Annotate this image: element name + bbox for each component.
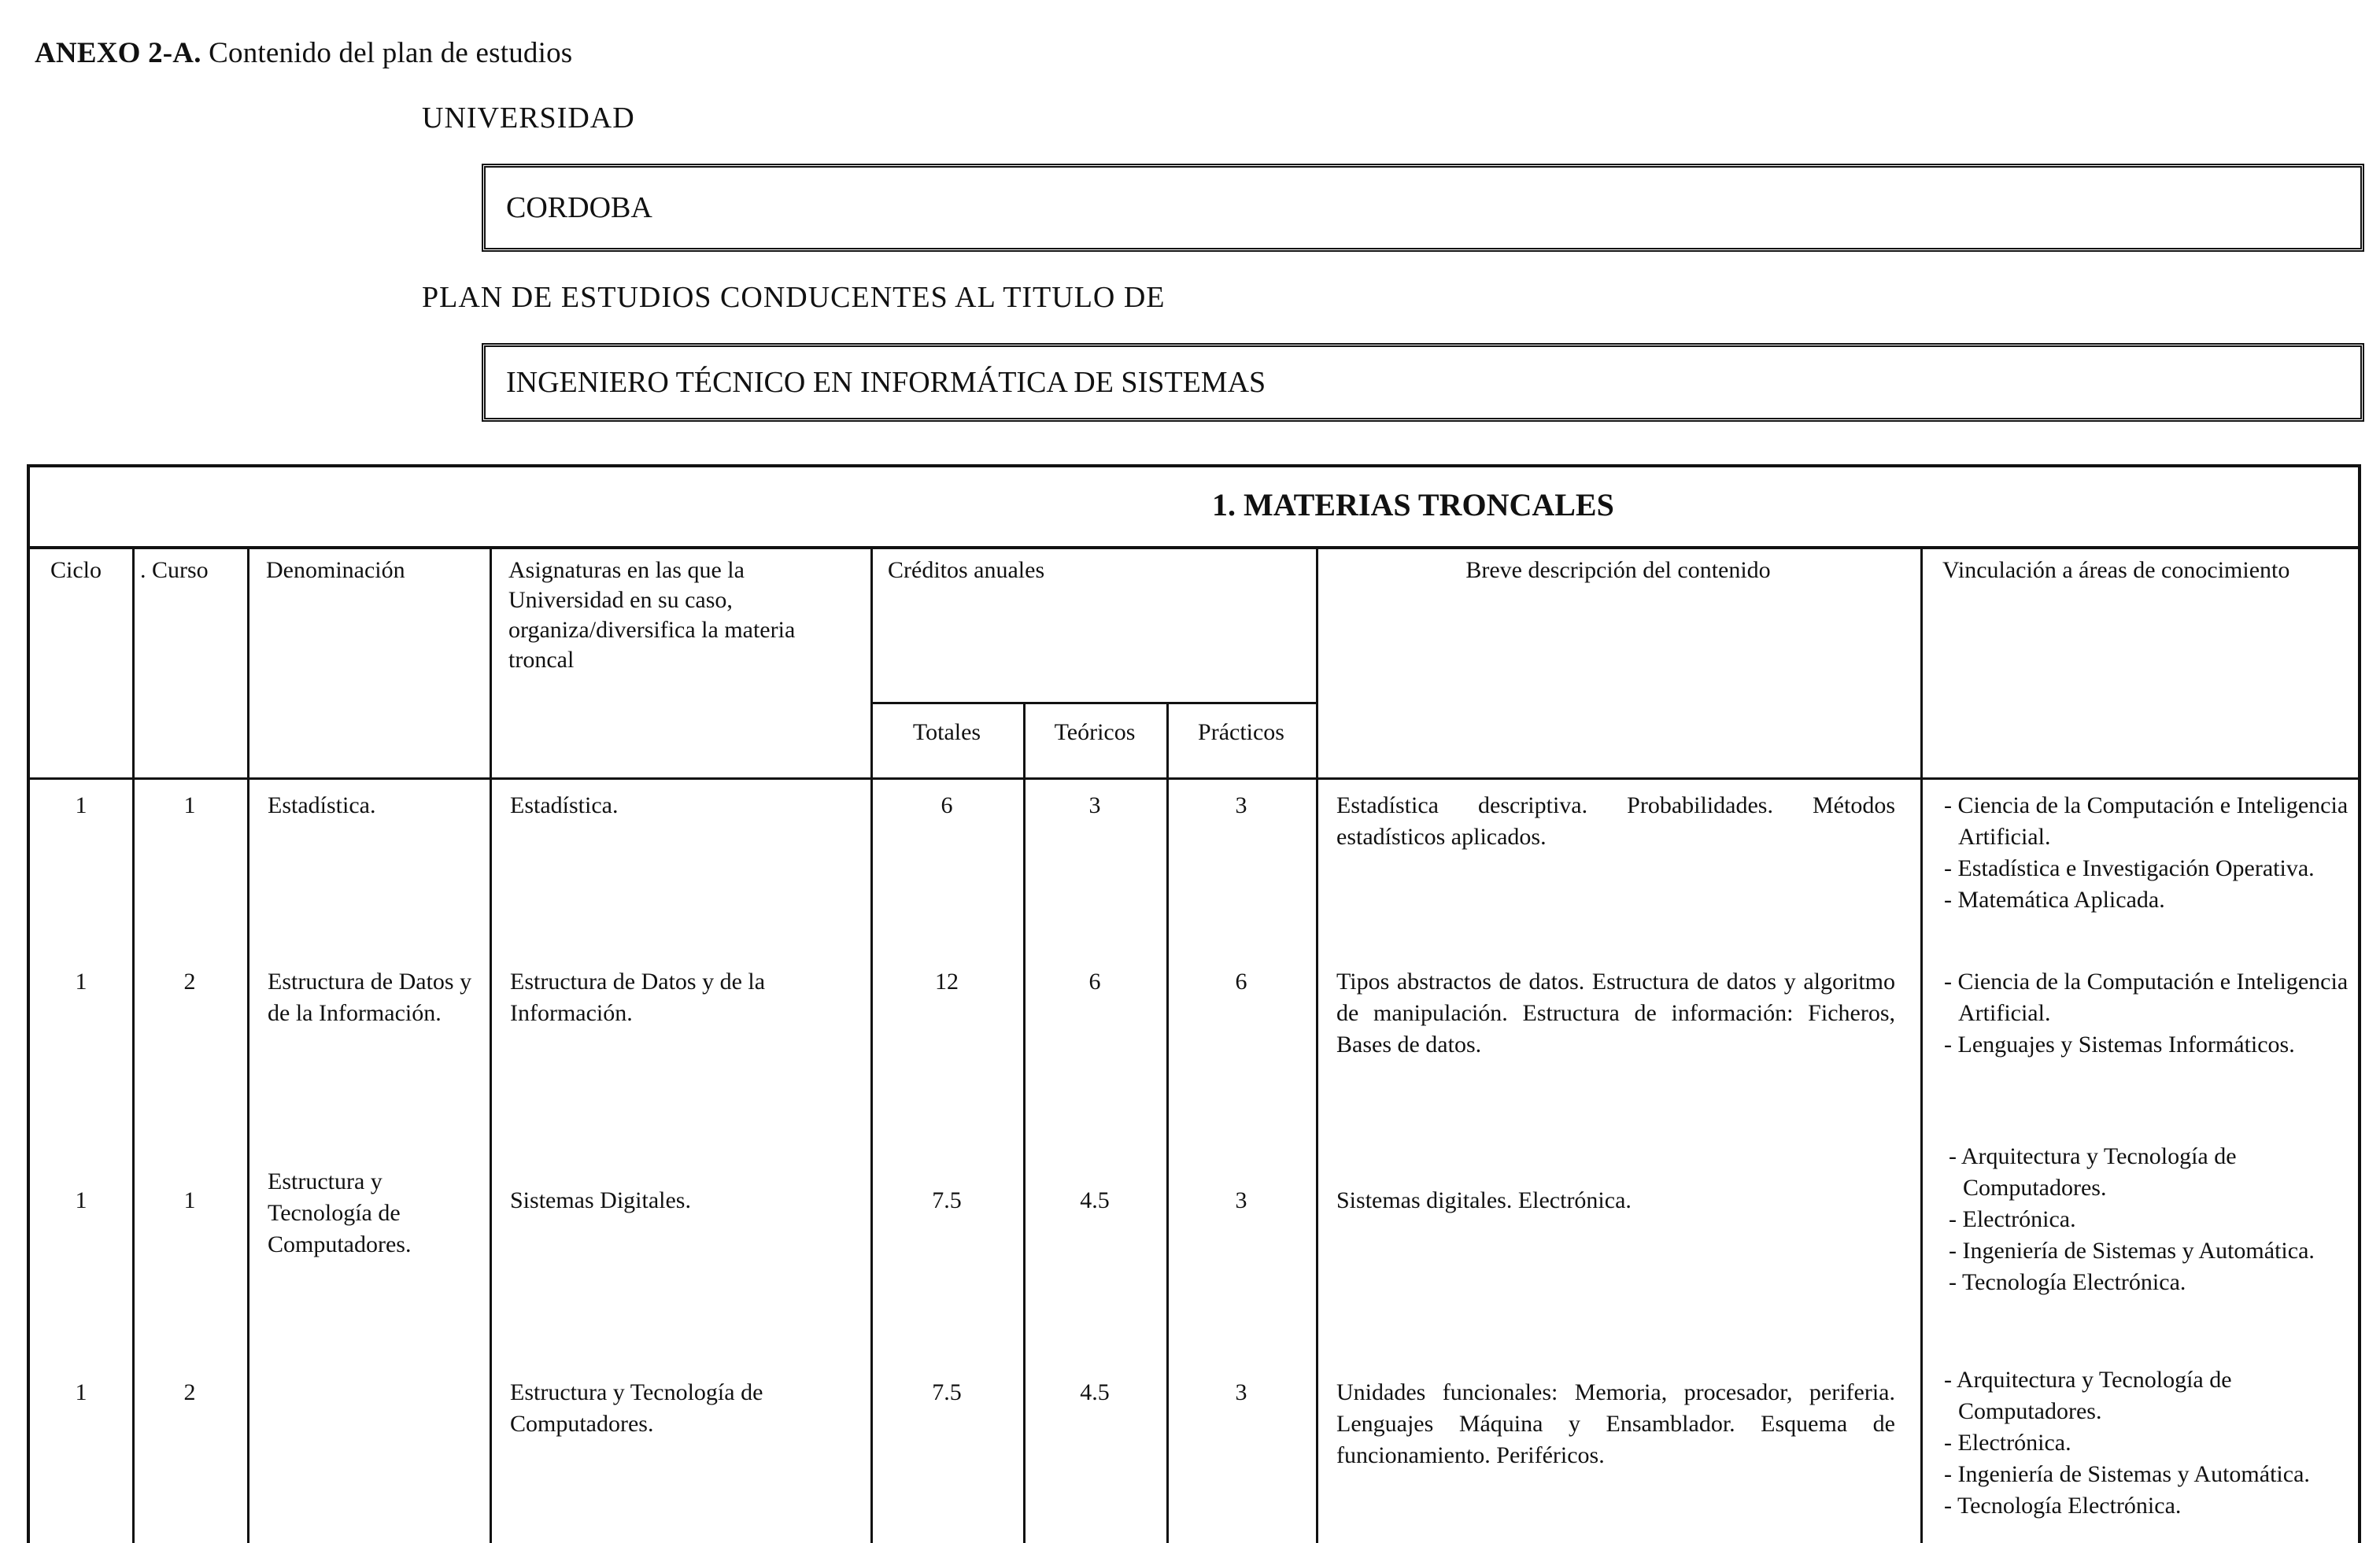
list-item: - Matemática Aplicada. (1944, 884, 2369, 916)
row2-descripcion: Tipos abstractos de datos. Estructura de datos y algoritmo de manipulación. Estructura de información: Ficheros, Bases de datos. (1336, 969, 1895, 1058)
header-ciclo: Ciclo (50, 557, 102, 583)
row3-asignatura: Sistemas Digitales. (510, 1187, 691, 1213)
row3-curso: 1 (183, 1187, 196, 1213)
header-totales: Totales (912, 719, 981, 745)
row1-asignatura: Estadística. (510, 792, 619, 818)
col-divider (1023, 703, 1026, 1543)
table-title-row (30, 467, 2358, 549)
row4-practicos: 3 (1235, 1379, 1247, 1405)
row2-ciclo: 1 (75, 969, 87, 995)
row3-denominacion: Estructura y Tecnología de Computadores. (268, 1168, 412, 1257)
credits-subheader-line (870, 702, 1316, 704)
list-item: - Arquitectura y Tecnología de Computadores. (1949, 1141, 2374, 1204)
row1-ciclo: 1 (75, 792, 87, 818)
degree-box (482, 343, 2364, 422)
row2-asignatura: Estructura de Datos y de la Información. (510, 969, 766, 1026)
row2-denominacion: Estructura de Datos y de la Información. (268, 969, 472, 1026)
list-item: - Electrónica. (1949, 1204, 2374, 1235)
header-teoricos: Teóricos (1054, 719, 1136, 745)
row2-practicos: 6 (1235, 969, 1247, 995)
row4-ciclo: 1 (75, 1379, 87, 1405)
row3-descripcion: Sistemas digitales. Electrónica. (1336, 1187, 1632, 1213)
header-creditos: Créditos anuales (888, 557, 1045, 583)
list-item: - Ciencia de la Computación e Inteligencia Artificial. (1944, 790, 2369, 853)
table-title: 1. MATERIAS TRONCALES (1212, 487, 1614, 522)
row1-totales: 6 (941, 792, 953, 818)
row2-totales: 12 (935, 969, 959, 995)
row4-curso: 2 (183, 1379, 196, 1405)
header-practicos: Prácticos (1198, 719, 1284, 745)
col-divider (1920, 546, 1923, 1543)
row1-areas (1944, 790, 2369, 916)
row4-teoricos: 4.5 (1080, 1379, 1110, 1405)
row3-teoricos: 4.5 (1080, 1187, 1110, 1213)
university-label: UNIVERSIDAD (422, 102, 635, 135)
row2-curso: 2 (183, 969, 196, 995)
row4-asignatura: Estructura y Tecnología de Computadores. (510, 1379, 763, 1437)
row1-descripcion: Estadística descriptiva. Probabilidades. Métodos estadísticos aplicados. (1336, 792, 1895, 850)
list-item: - Ingeniería de Sistemas y Automática. (1949, 1235, 2374, 1267)
row1-practicos: 3 (1235, 792, 1247, 818)
header-vinculacion: Vinculación a áreas de conocimiento (1942, 557, 2290, 583)
row1-teoricos: 3 (1088, 792, 1101, 818)
col-divider (247, 546, 249, 1543)
row3-practicos: 3 (1235, 1187, 1247, 1213)
row3-areas (1949, 1141, 2374, 1298)
row1-denominacion: Estadística. (268, 792, 376, 818)
header-descripcion: Breve descripción del contenido (1465, 557, 1771, 583)
plan-label: PLAN DE ESTUDIOS CONDUCENTES AL TITULO DE (422, 281, 1166, 314)
row4-areas (1944, 1364, 2377, 1522)
list-item: - Ciencia de la Computación e Inteligencia Artificial. (1944, 966, 2369, 1029)
list-item: - Tecnología Electrónica. (1949, 1267, 2374, 1298)
annex-title: Contenido del plan de estudios (201, 37, 573, 69)
list-item: - Lenguajes y Sistemas Informáticos. (1944, 1029, 2369, 1061)
row3-totales: 7.5 (932, 1187, 962, 1213)
row2-areas (1944, 966, 2369, 1061)
header-bottom-line (30, 777, 2358, 780)
header-curso: . Curso (140, 557, 209, 583)
col-divider (1166, 703, 1169, 1543)
row4-descripcion: Unidades funcionales: Memoria, procesador, periferia. Lenguajes Máquina y Ensamblador. Esquema de funcionamiento. Periféricos. (1336, 1379, 1895, 1468)
list-item: - Electrónica. (1944, 1427, 2377, 1459)
row3-ciclo: 1 (75, 1187, 87, 1213)
header-denominacion: Denominación (266, 557, 405, 583)
list-item: - Ingeniería de Sistemas y Automática. (1944, 1459, 2377, 1490)
annex-code: ANEXO 2-A. (35, 37, 201, 69)
list-item: - Arquitectura y Tecnología de Computadores. (1944, 1364, 2377, 1427)
university-box (482, 164, 2364, 252)
col-divider (490, 546, 492, 1543)
list-item: - Estadística e Investigación Operativa. (1944, 853, 2369, 884)
header-asignaturas: Asignaturas en las que la Universidad en su caso, organiza/diversifica la materia troncal (508, 557, 796, 673)
row4-totales: 7.5 (932, 1379, 962, 1405)
degree-value: INGENIERO TÉCNICO EN INFORMÁTICA DE SISTEMAS (506, 366, 1266, 399)
university-value: CORDOBA (506, 191, 652, 224)
row1-curso: 1 (183, 792, 196, 818)
row2-teoricos: 6 (1088, 969, 1101, 995)
col-divider (1316, 546, 1318, 1543)
list-item: - Tecnología Electrónica. (1944, 1490, 2377, 1522)
annex-heading (35, 36, 572, 70)
materias-troncales-table (27, 464, 2361, 1543)
